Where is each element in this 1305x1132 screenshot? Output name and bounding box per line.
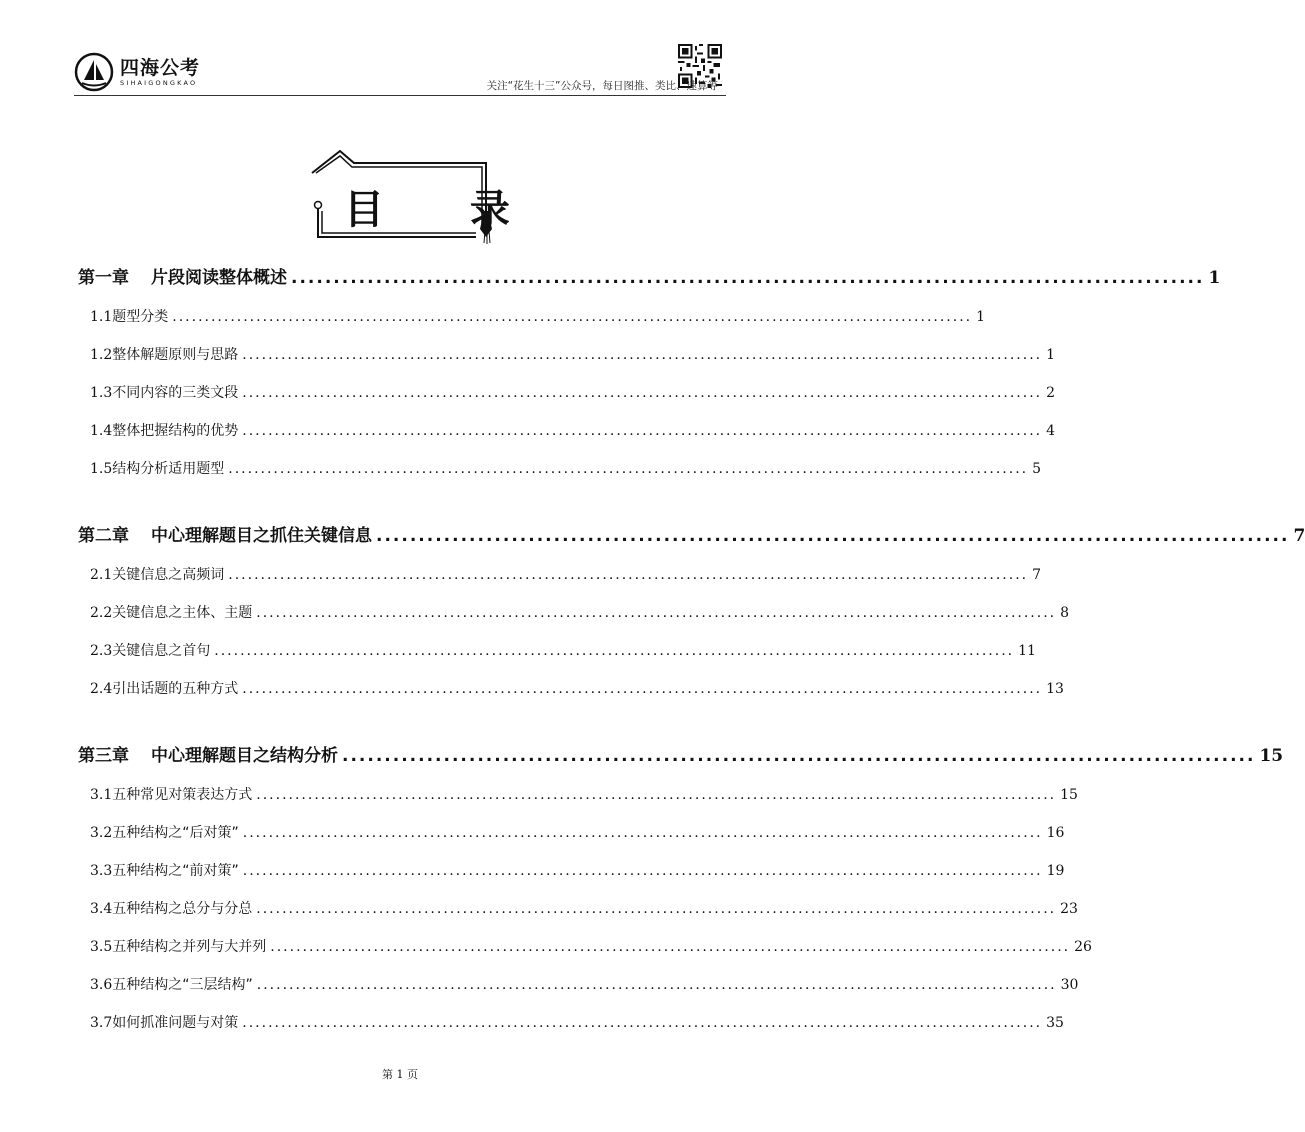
section-title: 五种结构之并列与大并列 [112, 939, 267, 955]
dot-leader: ............................................................................................................................ [242, 825, 1043, 841]
section-page: 1 [976, 309, 986, 325]
table-of-contents [78, 258, 1305, 1042]
section-page: 35 [1046, 1015, 1064, 1031]
section-page: 19 [1046, 863, 1065, 879]
section-number: 1.1 [90, 309, 113, 325]
toc-section-3-1[interactable] [78, 776, 1078, 814]
section-title: 如何抓准问题与对策 [112, 1015, 239, 1031]
section-number: 3.2 [90, 825, 113, 841]
chapter-title: 片段阅读整体概述 [151, 268, 287, 288]
logo-chinese-name: 四海公考 [120, 56, 201, 79]
section-page: 4 [1046, 423, 1056, 439]
section-page: 30 [1060, 977, 1079, 993]
dot-leader: ............................................................................................................................ [242, 681, 1043, 697]
toc-section-3-3[interactable] [78, 852, 1065, 890]
chapter-page: 1 [1208, 268, 1221, 288]
section-title: 不同内容的三类文段 [112, 385, 239, 401]
section-title: 结构分析适用题型 [112, 461, 225, 477]
section-title: 五种结构之总分与分总 [112, 901, 253, 917]
section-page: 13 [1046, 681, 1064, 697]
section-title: 关键信息之主体、主题 [112, 605, 253, 621]
section-title: 关键信息之高频词 [112, 567, 225, 583]
dot-leader: ............................................................................................................................ [242, 863, 1043, 879]
section-number: 1.5 [90, 461, 113, 477]
toc-section-2-4[interactable] [78, 670, 1064, 708]
dot-leader: ............................................................................................................................ [256, 977, 1057, 993]
toc-section-3-2[interactable] [78, 814, 1065, 852]
toc-section-2-2[interactable] [78, 594, 1070, 632]
brand-logo [74, 52, 200, 92]
section-number: 2.3 [90, 643, 113, 659]
chapter-title: 中心理解题目之结构分析 [151, 746, 338, 766]
dot-leader: ............................................................................................................................ [256, 605, 1057, 621]
section-number: 3.1 [90, 787, 113, 803]
section-page: 8 [1060, 605, 1070, 621]
chapter-number: 第二章 [78, 526, 129, 546]
toc-section-1-4[interactable] [78, 412, 1056, 450]
section-page: 7 [1032, 567, 1042, 583]
toc-chapter-3[interactable] [78, 736, 1284, 776]
section-title: 五种结构之“前对策” [112, 863, 239, 879]
dot-leader: ............................................................................................................................ [242, 1015, 1043, 1031]
section-page: 2 [1046, 385, 1056, 401]
sailboat-logo-icon [74, 52, 114, 92]
chapter-page: 15 [1259, 746, 1284, 766]
section-number: 2.2 [90, 605, 113, 621]
page-title: 目 录 [344, 187, 546, 233]
section-title: 整体把握结构的优势 [112, 423, 239, 439]
page-header [0, 0, 800, 110]
section-number: 1.4 [90, 423, 113, 439]
chapter-page: 7 [1293, 526, 1305, 546]
section-number: 2.4 [90, 681, 113, 697]
section-number: 3.4 [90, 901, 113, 917]
section-title: 关键信息之首句 [112, 643, 211, 659]
toc-section-3-5[interactable] [78, 928, 1092, 966]
dot-leader: ............................................................................................................................ [242, 347, 1043, 363]
toc-section-3-6[interactable] [78, 966, 1079, 1004]
dot-leader: ............................................................................................................................ [228, 567, 1029, 583]
section-number: 1.3 [90, 385, 113, 401]
section-number: 3.3 [90, 863, 113, 879]
section-number: 3.7 [90, 1015, 113, 1031]
toc-section-1-2[interactable] [78, 336, 1056, 374]
dot-leader: ............................................................................................................ [376, 526, 1290, 546]
section-number: 1.2 [90, 347, 113, 363]
header-slogan: 关注“花生十三”公众号，每日图推、类比、速算等 [486, 80, 718, 92]
dot-leader: ............................................................................................................................ [242, 423, 1043, 439]
section-number: 3.6 [90, 977, 113, 993]
dot-leader: ............................................................................................................................ [172, 309, 973, 325]
toc-section-2-1[interactable] [78, 556, 1042, 594]
section-title: 五种结构之“后对策” [112, 825, 239, 841]
section-number: 2.1 [90, 567, 113, 583]
section-page: 23 [1060, 901, 1078, 917]
chapter-number: 第一章 [78, 268, 129, 288]
page-footer: 第 1 页 [382, 1068, 418, 1081]
toc-section-3-7[interactable] [78, 1004, 1064, 1042]
dot-leader: ............................................................................................................ [291, 268, 1205, 288]
toc-section-3-4[interactable] [78, 890, 1078, 928]
dot-leader: ............................................................................................................................ [256, 787, 1057, 803]
dot-leader: ............................................................................................................................ [270, 939, 1071, 955]
dot-leader: ............................................................................................................................ [228, 461, 1029, 477]
header-divider [74, 95, 726, 96]
dot-leader: ............................................................................................................................ [242, 385, 1043, 401]
section-page: 15 [1060, 787, 1078, 803]
section-title: 题型分类 [112, 309, 169, 325]
section-number: 3.5 [90, 939, 113, 955]
section-page: 1 [1046, 347, 1056, 363]
dot-leader: ............................................................................................................ [342, 746, 1256, 766]
section-page: 11 [1018, 643, 1036, 659]
toc-section-2-3[interactable] [78, 632, 1036, 670]
toc-section-1-5[interactable] [78, 450, 1042, 488]
toc-chapter-1[interactable] [78, 258, 1221, 298]
section-page: 16 [1046, 825, 1065, 841]
chapter-title: 中心理解题目之抓住关键信息 [151, 526, 372, 546]
section-title: 整体解题原则与思路 [112, 347, 239, 363]
section-title: 引出话题的五种方式 [112, 681, 239, 697]
chapter-number: 第三章 [78, 746, 129, 766]
toc-chapter-2[interactable] [78, 516, 1305, 556]
toc-section-1-1[interactable] [78, 298, 986, 336]
section-title: 五种常见对策表达方式 [112, 787, 253, 803]
section-page: 5 [1032, 461, 1042, 477]
section-page: 26 [1074, 939, 1092, 955]
toc-section-1-3[interactable] [78, 374, 1056, 412]
dot-leader: ............................................................................................................................ [256, 901, 1057, 917]
section-title: 五种结构之“三层结构” [112, 977, 253, 993]
logo-english-name: SIHAIGONGKAO [120, 78, 198, 87]
dot-leader: ............................................................................................................................ [214, 643, 1015, 659]
